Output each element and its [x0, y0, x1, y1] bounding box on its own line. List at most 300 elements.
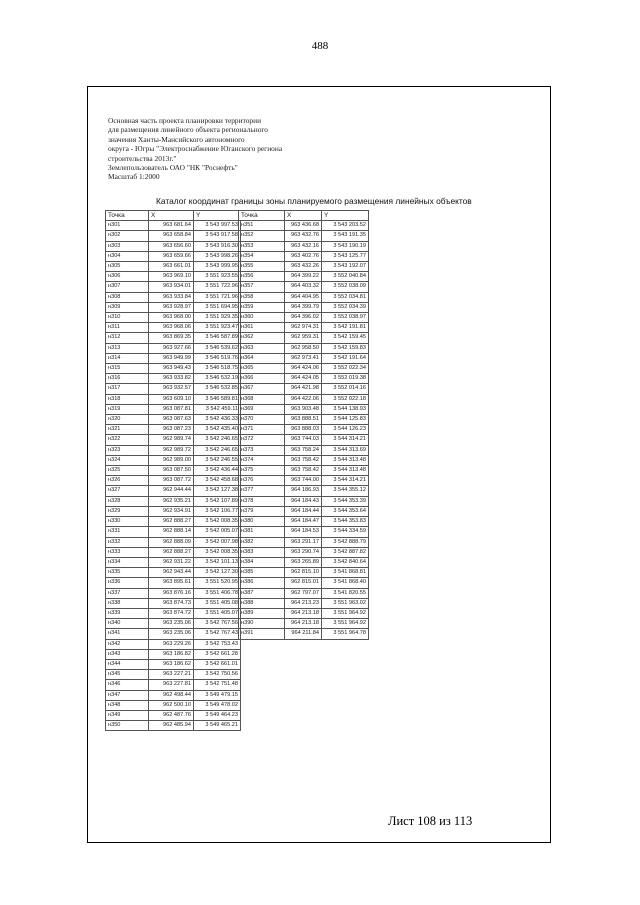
cell-y: 3 544 353.64	[322, 506, 369, 516]
cell-x: 962 989.74	[149, 435, 194, 445]
table-row	[106, 323, 241, 333]
table-row	[106, 231, 241, 241]
cell-x: 963 758.24	[285, 445, 322, 455]
cell-y: 3 552 022.34	[322, 364, 369, 374]
cell-x: 962 935.21	[149, 496, 194, 506]
cell-y: 3 542 106.77	[194, 506, 241, 516]
table-row	[106, 364, 241, 374]
table-row	[106, 721, 241, 731]
cell-y: 3 542 246.65	[194, 445, 241, 455]
table-row	[239, 364, 369, 374]
cell-x: 964 404.95	[285, 292, 322, 302]
cell-y: 3 542 458.68	[194, 476, 241, 486]
cell-y: 3 542 661.01	[194, 659, 241, 669]
cell-x: 964 421.98	[285, 384, 322, 394]
cell-y: 3 542 751.48	[194, 680, 241, 690]
cell-y: 3 542 887.82	[322, 547, 369, 557]
cell-point: н330	[106, 517, 149, 527]
table-row	[239, 282, 369, 292]
cell-point: н373	[239, 445, 285, 455]
cell-x: 963 432.76	[285, 231, 322, 241]
cell-point: н310	[106, 313, 149, 323]
cell-point: н358	[239, 292, 285, 302]
cell-y: 3 542 008.35	[194, 547, 241, 557]
cell-point: н338	[106, 598, 149, 608]
table-row	[106, 251, 241, 261]
cell-y: 3 546 539.62	[194, 343, 241, 353]
cell-point: н347	[106, 690, 149, 700]
catalog-title: Каталог координат границы зоны планируемого размещения линейных объектов	[156, 196, 472, 206]
cell-x: 963 874.72	[149, 608, 194, 618]
cell-point: н383	[239, 547, 285, 557]
cell-y: 3 543 998.26	[194, 251, 241, 261]
table-row	[239, 313, 369, 323]
cell-y: 3 543 191.35	[322, 231, 369, 241]
cell-y: 3 542 159.45	[322, 333, 369, 343]
cell-y: 3 543 997.53	[194, 221, 241, 231]
cell-x: 963 186.82	[149, 649, 194, 659]
cell-y: 3 546 587.89	[194, 333, 241, 343]
cell-x: 963 087.23	[149, 425, 194, 435]
header-line: для размещения линейного объекта регионального	[108, 125, 268, 135]
cell-point: н365	[239, 364, 285, 374]
cell-y: 3 546 518.75	[194, 364, 241, 374]
cell-x: 963 227.21	[149, 670, 194, 680]
table-row	[239, 547, 369, 557]
cell-point: н304	[106, 251, 149, 261]
column-header-x: X	[149, 211, 194, 221]
cell-point: н377	[239, 486, 285, 496]
table-row	[239, 445, 369, 455]
table-row	[106, 690, 241, 700]
cell-y: 3 551 923.47	[194, 323, 241, 333]
cell-point: н382	[239, 537, 285, 547]
cell-point: н314	[106, 353, 149, 363]
cell-x: 962 485.94	[149, 721, 194, 731]
cell-point: н331	[106, 527, 149, 537]
cell-x: 963 291.17	[285, 537, 322, 547]
table-row	[239, 404, 369, 414]
cell-y: 3 542 191.64	[322, 353, 369, 363]
cell-y: 3 546 532.19	[194, 374, 241, 384]
cell-x: 963 932.57	[149, 384, 194, 394]
cell-x: 964 186.93	[285, 486, 322, 496]
cell-x: 962 500.10	[149, 700, 194, 710]
cell-x: 963 432.26	[285, 262, 322, 272]
cell-y: 3 544 138.93	[322, 404, 369, 414]
cell-y: 3 543 999.95	[194, 262, 241, 272]
cell-point: н342	[106, 639, 149, 649]
cell-y: 3 546 532.85	[194, 384, 241, 394]
table-row	[106, 384, 241, 394]
cell-point: н372	[239, 435, 285, 445]
cell-x: 963 658.84	[149, 231, 194, 241]
table-row	[106, 343, 241, 353]
cell-point: н368	[239, 394, 285, 404]
cell-point: н340	[106, 619, 149, 629]
table-row	[106, 476, 241, 486]
cell-x: 963 744.00	[285, 476, 322, 486]
cell-x: 963 656.60	[149, 241, 194, 251]
cell-x: 962 943.44	[149, 568, 194, 578]
cell-point: н326	[106, 476, 149, 486]
cell-point: н390	[239, 619, 285, 629]
cell-y: 3 543 192.07	[322, 262, 369, 272]
cell-y: 3 549 479.15	[194, 690, 241, 700]
cell-y: 3 542 459.11	[194, 404, 241, 414]
table-row	[106, 700, 241, 710]
cell-y: 3 552 022.18	[322, 394, 369, 404]
cell-y: 3 552 034.39	[322, 302, 369, 312]
cell-x: 963 933.84	[149, 292, 194, 302]
cell-y: 3 544 314.21	[322, 476, 369, 486]
cell-y: 3 549 464.23	[194, 710, 241, 720]
cell-y: 3 542 435.40	[194, 425, 241, 435]
column-header-point: Точка	[239, 211, 285, 221]
table-row	[106, 710, 241, 720]
table-row	[106, 415, 241, 425]
cell-y: 3 543 125.77	[322, 251, 369, 261]
table-row	[106, 588, 241, 598]
cell-point: н359	[239, 302, 285, 312]
table-row	[239, 629, 369, 639]
table-row	[239, 598, 369, 608]
cell-point: н318	[106, 394, 149, 404]
cell-y: 3 551 963.02	[322, 598, 369, 608]
cell-y: 3 551 405.08	[194, 598, 241, 608]
table-row	[106, 313, 241, 323]
table-row	[106, 506, 241, 516]
cell-point: н367	[239, 384, 285, 394]
cell-point: н315	[106, 364, 149, 374]
table-row	[106, 241, 241, 251]
cell-point: н386	[239, 578, 285, 588]
table-row	[239, 578, 369, 588]
cell-x: 962 973.41	[285, 353, 322, 363]
cell-x: 962 959.31	[285, 333, 322, 343]
cell-x: 962 934.91	[149, 506, 194, 516]
cell-x: 963 087.81	[149, 404, 194, 414]
cell-y: 3 542 191.81	[322, 323, 369, 333]
cell-point: н346	[106, 680, 149, 690]
cell-x: 963 876.16	[149, 588, 194, 598]
table-row	[239, 435, 369, 445]
cell-y: 3 544 353.39	[322, 496, 369, 506]
cell-x: 962 958.50	[285, 343, 322, 353]
table-row	[106, 598, 241, 608]
cell-x: 963 235.06	[149, 629, 194, 639]
table-row	[239, 374, 369, 384]
cell-x: 964 422.06	[285, 394, 322, 404]
table-row	[106, 282, 241, 292]
cell-x: 963 087.50	[149, 466, 194, 476]
cell-y: 3 542 008.35	[194, 517, 241, 527]
cell-x: 963 758.42	[285, 466, 322, 476]
cell-x: 963 235.06	[149, 619, 194, 629]
cell-point: н329	[106, 506, 149, 516]
cell-x: 962 888.14	[149, 527, 194, 537]
cell-point: н387	[239, 588, 285, 598]
cell-x: 963 895.61	[149, 578, 194, 588]
cell-x: 963 949.43	[149, 364, 194, 374]
table-row	[106, 262, 241, 272]
cell-y: 3 542 767.43	[194, 629, 241, 639]
table-row	[106, 537, 241, 547]
cell-x: 962 944.44	[149, 486, 194, 496]
cell-y: 3 543 190.19	[322, 241, 369, 251]
cell-point: н345	[106, 670, 149, 680]
cell-point: н353	[239, 241, 285, 251]
cell-point: н351	[239, 221, 285, 231]
cell-y: 3 542 101.13	[194, 557, 241, 567]
cell-point: н376	[239, 476, 285, 486]
cell-y: 3 542 159.83	[322, 343, 369, 353]
cell-y: 3 541 868.81	[322, 568, 369, 578]
cell-x: 963 265.89	[285, 557, 322, 567]
cell-y: 3 542 436.44	[194, 466, 241, 476]
cell-x: 964 399.22	[285, 272, 322, 282]
cell-y: 3 542 005.07	[194, 527, 241, 537]
header-line: округа - Югры "Электроснабжение Юганского региона	[108, 144, 283, 154]
cell-point: н311	[106, 323, 149, 333]
table-row	[106, 425, 241, 435]
cell-x: 964 213.18	[285, 619, 322, 629]
cell-x: 964 424.06	[285, 364, 322, 374]
table-row	[106, 608, 241, 618]
cell-point: н324	[106, 455, 149, 465]
cell-y: 3 544 353.83	[322, 517, 369, 527]
cell-point: н384	[239, 557, 285, 567]
table-row	[239, 292, 369, 302]
cell-point: н341	[106, 629, 149, 639]
cell-y: 3 552 014.16	[322, 384, 369, 394]
cell-point: н305	[106, 262, 149, 272]
table-row	[106, 302, 241, 312]
cell-point: н327	[106, 486, 149, 496]
table-row	[239, 272, 369, 282]
table-row	[239, 486, 369, 496]
cell-point: н332	[106, 537, 149, 547]
cell-y: 3 542 661.28	[194, 649, 241, 659]
cell-x: 963 290.74	[285, 547, 322, 557]
cell-x: 964 403.32	[285, 282, 322, 292]
cell-point: н303	[106, 241, 149, 251]
cell-x: 964 184.44	[285, 506, 322, 516]
cell-point: н335	[106, 568, 149, 578]
cell-point: н385	[239, 568, 285, 578]
cell-x: 964 184.53	[285, 527, 322, 537]
cell-point: н360	[239, 313, 285, 323]
table-row	[106, 353, 241, 363]
table-row	[239, 241, 369, 251]
cell-y: 3 541 868.40	[322, 578, 369, 588]
table-row	[106, 221, 241, 231]
cell-y: 3 542 753.43	[194, 639, 241, 649]
cell-point: н334	[106, 557, 149, 567]
table-row	[106, 374, 241, 384]
cell-point: н322	[106, 435, 149, 445]
cell-x: 963 888.03	[285, 425, 322, 435]
table-row	[239, 608, 369, 618]
table-row	[239, 394, 369, 404]
cell-point: н313	[106, 343, 149, 353]
cell-point: н320	[106, 415, 149, 425]
cell-point: н375	[239, 466, 285, 476]
cell-point: н317	[106, 384, 149, 394]
cell-x: 963 927.66	[149, 343, 194, 353]
page-number: 488	[311, 40, 329, 52]
cell-x: 964 184.43	[285, 496, 322, 506]
table-row	[239, 323, 369, 333]
cell-y: 3 544 126.23	[322, 425, 369, 435]
table-row	[239, 333, 369, 343]
cell-point: н323	[106, 445, 149, 455]
cell-point: н307	[106, 282, 149, 292]
cell-x: 963 869.35	[149, 333, 194, 343]
cell-point: н302	[106, 231, 149, 241]
cell-point: н348	[106, 700, 149, 710]
cell-x: 963 661.01	[149, 262, 194, 272]
cell-x: 963 432.16	[285, 241, 322, 251]
cell-y: 3 551 929.35	[194, 313, 241, 323]
table-row	[239, 527, 369, 537]
cell-x: 962 931.22	[149, 557, 194, 567]
table-row	[239, 496, 369, 506]
cell-y: 3 542 107.89	[194, 496, 241, 506]
table-row	[106, 659, 241, 669]
cell-x: 963 186.62	[149, 659, 194, 669]
cell-x: 963 874.73	[149, 598, 194, 608]
table-row	[106, 547, 241, 557]
cell-y: 3 551 405.07	[194, 608, 241, 618]
cell-y: 3 543 916.30	[194, 241, 241, 251]
cell-point: н352	[239, 231, 285, 241]
cell-y: 3 542 840.64	[322, 557, 369, 567]
cell-y: 3 546 519.76	[194, 353, 241, 363]
table-row	[239, 537, 369, 547]
cell-x: 963 227.81	[149, 680, 194, 690]
cell-x: 963 903.48	[285, 404, 322, 414]
cell-point: н379	[239, 506, 285, 516]
cell-x: 963 928.97	[149, 302, 194, 312]
cell-point: н349	[106, 710, 149, 720]
cell-x: 963 933.82	[149, 374, 194, 384]
table-row	[106, 629, 241, 639]
cell-point: н312	[106, 333, 149, 343]
cell-point: н355	[239, 262, 285, 272]
table-row	[239, 455, 369, 465]
table-row	[239, 588, 369, 598]
cell-point: н321	[106, 425, 149, 435]
cell-point: н362	[239, 333, 285, 343]
cell-y: 3 551 721.96	[194, 292, 241, 302]
table-row	[239, 619, 369, 629]
table-row	[239, 476, 369, 486]
table-row	[106, 578, 241, 588]
cell-y: 3 552 019.38	[322, 374, 369, 384]
table-row	[106, 466, 241, 476]
cell-point: н356	[239, 272, 285, 282]
cell-x: 963 681.64	[149, 221, 194, 231]
table-header-row	[106, 211, 241, 221]
cell-y: 3 542 767.56	[194, 619, 241, 629]
cell-point: н389	[239, 608, 285, 618]
cell-x: 962 888.27	[149, 547, 194, 557]
cell-y: 3 542 246.55	[194, 455, 241, 465]
table-row	[106, 445, 241, 455]
table-row	[106, 394, 241, 404]
table-row	[239, 568, 369, 578]
cell-x: 962 888.09	[149, 537, 194, 547]
cell-y: 3 544 313.69	[322, 445, 369, 455]
header-line: Основная часть проекта планировки территории	[108, 116, 262, 125]
cell-y: 3 551 722.96	[194, 282, 241, 292]
cell-y: 3 551 923.55	[194, 272, 241, 282]
cell-x: 963 087.63	[149, 415, 194, 425]
cell-point: н374	[239, 455, 285, 465]
cell-y: 3 549 465.21	[194, 721, 241, 731]
cell-y: 3 551 520.95	[194, 578, 241, 588]
cell-y: 3 541 820.55	[322, 588, 369, 598]
cell-x: 964 184.47	[285, 517, 322, 527]
cell-point: н301	[106, 221, 149, 231]
cell-point: н378	[239, 496, 285, 506]
table-row	[239, 221, 369, 231]
cell-x: 964 213.18	[285, 608, 322, 618]
table-row	[239, 262, 369, 272]
cell-x: 962 888.27	[149, 517, 194, 527]
cell-x: 962 974.31	[285, 323, 322, 333]
cell-x: 962 498.44	[149, 690, 194, 700]
cell-point: н337	[106, 588, 149, 598]
table-row	[106, 455, 241, 465]
cell-point: н309	[106, 302, 149, 312]
cell-x: 963 758.42	[285, 455, 322, 465]
cell-point: н370	[239, 415, 285, 425]
table-row	[239, 343, 369, 353]
cell-y: 3 551 694.95	[194, 302, 241, 312]
cell-y: 3 544 314.21	[322, 435, 369, 445]
cell-point: н339	[106, 608, 149, 618]
table-row	[239, 506, 369, 516]
cell-y: 3 542 750.56	[194, 670, 241, 680]
header-line: строительства 2013г."	[108, 153, 177, 163]
cell-y: 3 544 313.48	[322, 466, 369, 476]
cell-point: н354	[239, 251, 285, 261]
table-row	[106, 435, 241, 445]
cell-y: 3 542 007.98	[194, 537, 241, 547]
cell-point: н325	[106, 466, 149, 476]
cell-x: 962 487.76	[149, 710, 194, 720]
table-row	[239, 384, 369, 394]
cell-y: 3 544 334.59	[322, 527, 369, 537]
cell-x: 963 888.51	[285, 415, 322, 425]
cell-y: 3 551 406.78	[194, 588, 241, 598]
table-row	[239, 353, 369, 363]
table-header-row	[239, 211, 369, 221]
table-row	[106, 568, 241, 578]
cell-y: 3 543 917.58	[194, 231, 241, 241]
table-row	[106, 527, 241, 537]
cell-x: 964 424.05	[285, 374, 322, 384]
table-row	[239, 425, 369, 435]
cell-x: 963 934.01	[149, 282, 194, 292]
table-row	[106, 517, 241, 527]
cell-point: н336	[106, 578, 149, 588]
cell-y: 3 543 203.52	[322, 221, 369, 231]
cell-y: 3 551 964.92	[322, 619, 369, 629]
table-row	[106, 670, 241, 680]
